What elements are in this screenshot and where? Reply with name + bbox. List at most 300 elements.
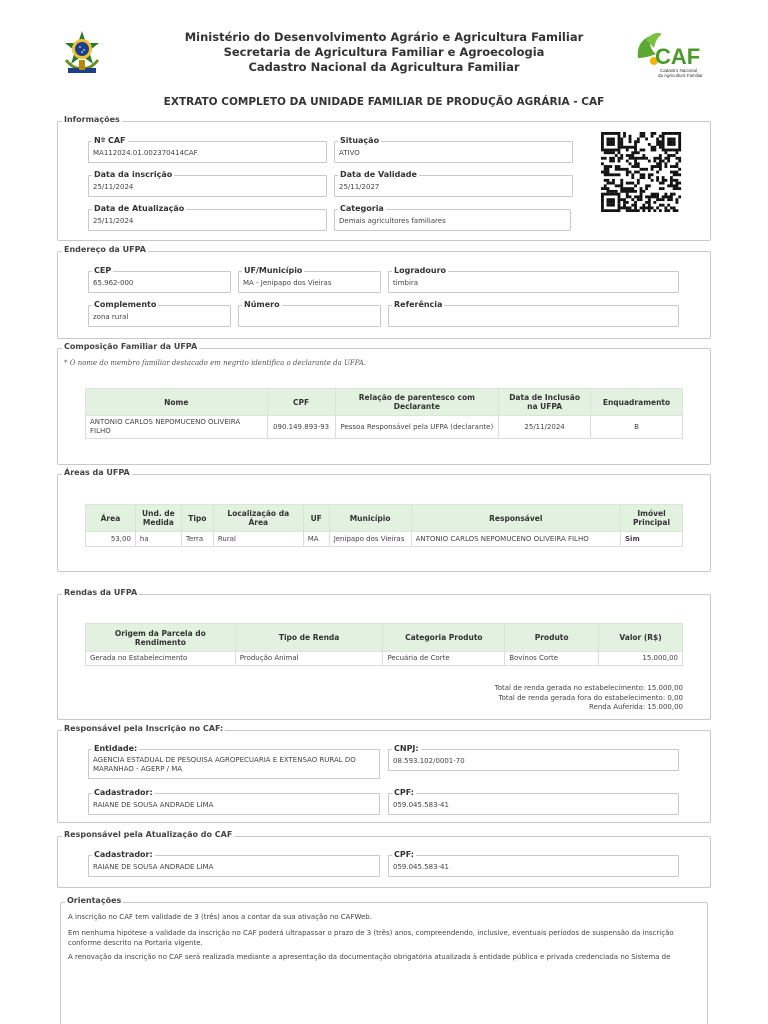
qr-module <box>618 140 621 143</box>
qr-module <box>618 173 621 176</box>
qr-module <box>659 198 662 201</box>
qr-module <box>634 204 637 207</box>
qr-module <box>642 190 645 193</box>
qr-module <box>642 135 645 138</box>
table-header: Origem da Parcela do Rendimento <box>86 624 236 652</box>
qr-module <box>653 165 656 168</box>
field-label: Data de Validade <box>340 170 417 179</box>
qr-module <box>634 160 637 163</box>
qr-module <box>673 193 676 196</box>
qr-module <box>656 198 659 201</box>
qr-module <box>662 143 665 146</box>
qr-module <box>604 157 607 160</box>
qr-module <box>659 209 662 212</box>
qr-module <box>626 168 629 171</box>
qr-module <box>618 149 621 152</box>
table-header: Enquadramento <box>591 389 683 416</box>
table-header: Tipo de Renda <box>235 624 383 652</box>
qr-module <box>662 198 665 201</box>
qr-module <box>659 146 662 149</box>
field-value: Demais agricultores familiares <box>339 217 446 225</box>
qr-module <box>618 151 621 154</box>
qr-module <box>678 135 681 138</box>
qr-module <box>656 195 659 198</box>
qr-module <box>601 171 604 174</box>
qr-module <box>642 149 645 152</box>
qr-module <box>604 151 607 154</box>
qr-module <box>609 140 612 143</box>
field-value: 25/11/2024 <box>93 217 134 225</box>
qr-module <box>653 195 656 198</box>
qr-module <box>623 187 626 190</box>
qr-module <box>609 173 612 176</box>
qr-module <box>645 138 648 141</box>
qr-module <box>623 168 626 171</box>
qr-module <box>607 198 610 201</box>
qr-module <box>604 193 607 196</box>
orientacao-paragraph-2: Em nenhuma hipótese a validade da inscrição no CAF poderá ultrapassar o prazo de 3 (três) anos, compreendendo, inclusive, eventuais períodos de suspensão da inscrição conforme descrito na Portaria vigente. <box>68 929 674 947</box>
qr-module <box>615 173 618 176</box>
qr-module <box>620 138 623 141</box>
qr-module <box>656 162 659 165</box>
qr-module <box>645 157 648 160</box>
table-header: Área <box>86 505 136 532</box>
qr-module <box>656 206 659 209</box>
qr-module <box>601 146 604 149</box>
caf-logo-sub1: Cadastro Nacional <box>660 68 698 73</box>
qr-module <box>642 204 645 207</box>
qr-module <box>629 171 632 174</box>
qr-module <box>670 176 673 179</box>
table-cell: 53,00 <box>86 532 136 547</box>
qr-module <box>615 149 618 152</box>
qr-module <box>670 195 673 198</box>
qr-module <box>634 151 637 154</box>
qr-module <box>609 165 612 168</box>
qr-module <box>648 160 651 163</box>
qr-module <box>648 173 651 176</box>
qr-module <box>662 195 665 198</box>
qr-module <box>670 184 673 187</box>
qr-module <box>634 157 637 160</box>
qr-module <box>675 179 678 182</box>
field-label: Data de Atualização <box>94 204 185 213</box>
qr-module <box>656 171 659 174</box>
field-label: CPF: <box>394 850 414 859</box>
total-fora-estabelecimento: Total de renda gerada fora do estabelecimento: 0,00 <box>498 693 683 702</box>
qr-module <box>678 195 681 198</box>
qr-module <box>601 140 604 143</box>
qr-module <box>637 198 640 201</box>
qr-module <box>640 176 643 179</box>
qr-module <box>620 206 623 209</box>
qr-module <box>642 132 645 135</box>
qr-module <box>659 187 662 190</box>
qr-module <box>670 149 673 152</box>
qr-module <box>607 151 610 154</box>
caf-logo-sub2: da Agricultura Familiar <box>658 73 703 78</box>
qr-module <box>675 209 678 212</box>
qr-module <box>667 140 670 143</box>
qr-module <box>670 171 673 174</box>
qr-module <box>662 204 665 207</box>
field-label: Cadastrador: <box>94 788 153 797</box>
table-header: Nome <box>86 389 268 416</box>
qr-module <box>651 179 654 182</box>
qr-module <box>612 132 615 135</box>
qr-module <box>604 149 607 152</box>
qr-module <box>631 190 634 193</box>
qr-module <box>629 154 632 157</box>
total-estabelecimento: Total de renda gerada no estabelecimento: 15.000,00 <box>494 684 683 692</box>
qr-module <box>651 206 654 209</box>
qr-module <box>673 154 676 157</box>
qr-module <box>662 135 665 138</box>
qr-module <box>673 179 676 182</box>
qr-module <box>604 184 607 187</box>
qr-module <box>626 187 629 190</box>
qr-module <box>620 168 623 171</box>
qr-module <box>651 193 654 196</box>
qr-module <box>607 171 610 174</box>
qr-module <box>609 132 612 135</box>
qr-module <box>620 182 623 185</box>
qr-module <box>623 146 626 149</box>
section-legend: Áreas da UFPA <box>64 468 130 477</box>
qr-module <box>604 187 607 190</box>
qr-code-icon <box>599 132 683 212</box>
header-line-2: Secretaria de Agricultura Familiar e Agroecologia <box>223 45 545 59</box>
qr-module <box>678 182 681 185</box>
field-label: Categoria <box>340 204 384 213</box>
table-header: Município <box>329 505 411 532</box>
qr-module <box>604 132 607 135</box>
qr-module <box>648 204 651 207</box>
qr-module <box>659 143 662 146</box>
qr-module <box>675 198 678 201</box>
qr-module <box>648 206 651 209</box>
qr-module <box>601 157 604 160</box>
qr-module <box>673 138 676 141</box>
table-cell: 15.000,00 <box>599 652 683 666</box>
qr-module <box>662 140 665 143</box>
qr-module <box>607 149 610 152</box>
qr-module <box>664 193 667 196</box>
qr-module <box>664 162 667 165</box>
qr-module <box>667 209 670 212</box>
qr-module <box>618 209 621 212</box>
qr-module <box>623 206 626 209</box>
qr-module <box>678 168 681 171</box>
qr-module <box>653 146 656 149</box>
qr-module <box>618 157 621 160</box>
qr-module <box>656 143 659 146</box>
field-value: 25/11/2024 <box>93 183 134 191</box>
qr-module <box>675 162 678 165</box>
qr-module <box>615 184 618 187</box>
cep-field <box>88 266 231 293</box>
qr-module <box>612 157 615 160</box>
qr-module <box>678 157 681 160</box>
table-cell: Jenipapo dos Vieiras <box>329 532 411 547</box>
qr-module <box>659 157 662 160</box>
qr-module <box>673 165 676 168</box>
qr-module <box>612 149 615 152</box>
table-row <box>86 652 683 666</box>
qr-module <box>678 132 681 135</box>
table-header: Localização da Área <box>213 505 303 532</box>
qr-module <box>673 171 676 174</box>
cpf-atualizacao-field <box>388 850 679 877</box>
field-label: CEP <box>94 266 112 275</box>
qr-module <box>626 149 629 152</box>
qr-module <box>618 193 621 196</box>
qr-module <box>618 146 621 149</box>
qr-module <box>675 184 678 187</box>
qr-module <box>642 173 645 176</box>
qr-module <box>634 209 637 212</box>
qr-module <box>673 187 676 190</box>
qr-module <box>667 149 670 152</box>
logradouro-field <box>388 266 679 293</box>
field-label: Referência <box>394 300 443 309</box>
qr-module <box>615 193 618 196</box>
qr-module <box>656 140 659 143</box>
qr-module <box>653 209 656 212</box>
qr-module <box>634 146 637 149</box>
qr-module <box>637 138 640 141</box>
table-cell: Gerada no Estabelecimento <box>86 652 236 666</box>
orientacao-paragraph-1: A inscrição no CAF tem validade de 3 (três) anos a contar da sua ativação no CAFWeb. <box>68 913 372 921</box>
qr-module <box>656 193 659 196</box>
qr-module <box>678 143 681 146</box>
qr-module <box>675 157 678 160</box>
qr-module <box>651 165 654 168</box>
qr-module <box>629 140 632 143</box>
renda-auferida: Renda Auferida: 15.000,00 <box>588 703 683 711</box>
caf-logo-icon <box>632 28 712 80</box>
qr-module <box>670 140 673 143</box>
qr-module <box>673 132 676 135</box>
header-line-3: Cadastro Nacional da Agricultura Familiar <box>248 60 520 74</box>
qr-module <box>642 157 645 160</box>
table-header: Responsável <box>411 505 620 532</box>
table-header: Und. de Medida <box>135 505 181 532</box>
qr-module <box>615 165 618 168</box>
qr-module <box>648 143 651 146</box>
qr-module <box>634 140 637 143</box>
field-value: 08.593.102/0001-70 <box>393 757 465 765</box>
qr-module <box>640 198 643 201</box>
qr-module <box>612 193 615 196</box>
qr-module <box>609 160 612 163</box>
qr-module <box>675 201 678 204</box>
qr-module <box>618 206 621 209</box>
qr-module <box>607 140 610 143</box>
qr-module <box>601 193 604 196</box>
qr-module <box>620 143 623 146</box>
qr-module <box>675 171 678 174</box>
qr-module <box>612 173 615 176</box>
field-value: zona rural <box>93 313 129 321</box>
qr-module <box>612 201 615 204</box>
qr-module <box>609 190 612 193</box>
qr-module <box>678 149 681 152</box>
qr-module <box>678 140 681 143</box>
table-row <box>86 416 683 439</box>
qr-module <box>664 209 667 212</box>
numero-field <box>238 300 381 327</box>
qr-module <box>637 162 640 165</box>
qr-module <box>631 204 634 207</box>
field-label: CNPJ: <box>394 744 419 753</box>
qr-module <box>648 209 651 212</box>
qr-module <box>618 160 621 163</box>
qr-module <box>607 168 610 171</box>
qr-module <box>653 149 656 152</box>
caf-logo-text: CAF <box>655 44 701 69</box>
qr-module <box>662 176 665 179</box>
table-cell: ANTONIO CARLOS NEPOMUCENO OLIVEIRA FILHO <box>86 416 268 439</box>
qr-module <box>642 154 645 157</box>
qr-module <box>659 135 662 138</box>
table-cell: ha <box>135 532 181 547</box>
qr-module <box>629 162 632 165</box>
qr-module <box>626 190 629 193</box>
table-cell: Sim <box>621 532 683 547</box>
qr-module <box>626 182 629 185</box>
uf-municipio-field <box>238 266 381 293</box>
field-value: MA112024.01.002370414CAF <box>93 149 198 157</box>
qr-module <box>662 179 665 182</box>
qr-module <box>609 193 612 196</box>
qr-module <box>637 195 640 198</box>
declarante-note: * O nome do membro familiar destacado em negrito identifica o declarante da UFPA. <box>64 359 367 367</box>
qr-module <box>662 160 665 163</box>
qr-module <box>631 146 634 149</box>
qr-module <box>645 206 648 209</box>
section-legend: Composição Familiar da UFPA <box>64 342 198 351</box>
field-value: RAIANE DE SOUSA ANDRADE LIMA <box>93 801 214 809</box>
field-value: MA - Jenipapo dos Vieiras <box>243 279 332 287</box>
qr-module <box>626 171 629 174</box>
qr-module <box>623 204 626 207</box>
qr-module <box>604 179 607 182</box>
qr-module <box>642 206 645 209</box>
qr-module <box>604 168 607 171</box>
qr-module <box>618 138 621 141</box>
qr-module <box>640 168 643 171</box>
qr-module <box>620 140 623 143</box>
qr-module <box>662 149 665 152</box>
qr-module <box>667 160 670 163</box>
qr-module <box>634 201 637 204</box>
qr-module <box>604 171 607 174</box>
qr-module <box>604 173 607 176</box>
qr-module <box>645 201 648 204</box>
qr-module <box>618 132 621 135</box>
qr-module <box>615 209 618 212</box>
qr-module <box>631 151 634 154</box>
field-value: ATIVO <box>339 149 360 157</box>
qr-module <box>615 168 618 171</box>
qr-module <box>601 209 604 212</box>
qr-module <box>631 157 634 160</box>
qr-module <box>634 171 637 174</box>
qr-module <box>604 209 607 212</box>
qr-module <box>629 206 632 209</box>
table-cell: Rural <box>213 532 303 547</box>
qr-module <box>629 135 632 138</box>
qr-module <box>626 201 629 204</box>
qr-module <box>609 149 612 152</box>
qr-module <box>651 168 654 171</box>
qr-module <box>640 157 643 160</box>
qr-module <box>634 206 637 209</box>
qr-module <box>678 160 681 163</box>
qr-module <box>612 179 615 182</box>
qr-module <box>629 195 632 198</box>
qr-module <box>618 201 621 204</box>
qr-module <box>629 182 632 185</box>
qr-module <box>645 184 648 187</box>
table-row <box>86 532 683 547</box>
qr-module <box>640 206 643 209</box>
header-line-1: Ministério do Desenvolvimento Agrário e Agricultura Familiar <box>184 30 584 44</box>
qr-module <box>601 149 604 152</box>
qr-module <box>618 204 621 207</box>
qr-module <box>612 138 615 141</box>
qr-module <box>670 182 673 185</box>
qr-module <box>631 154 634 157</box>
qr-module <box>607 193 610 196</box>
qr-module <box>629 209 632 212</box>
table-header: Valor (R$) <box>599 624 683 652</box>
qr-module <box>601 138 604 141</box>
qr-module <box>667 132 670 135</box>
categoria-field <box>334 204 571 231</box>
qr-module <box>653 132 656 135</box>
qr-module <box>670 132 673 135</box>
qr-module <box>678 146 681 149</box>
document-title: EXTRATO COMPLETO DA UNIDADE FAMILIAR DE PRODUÇÃO AGRÁRIA - CAF <box>163 96 605 108</box>
qr-module <box>631 173 634 176</box>
qr-module <box>620 190 623 193</box>
qr-module <box>664 132 667 135</box>
qr-module <box>670 154 673 157</box>
qr-module <box>653 201 656 204</box>
qr-module <box>620 146 623 149</box>
field-value: RAIANE DE SOUSA ANDRADE LIMA <box>93 863 214 871</box>
qr-module <box>640 187 643 190</box>
qr-module <box>662 187 665 190</box>
qr-module <box>662 182 665 185</box>
qr-module <box>678 138 681 141</box>
qr-module <box>637 165 640 168</box>
qr-module <box>601 201 604 204</box>
table-cell: MA <box>303 532 329 547</box>
qr-module <box>640 173 643 176</box>
qr-module <box>653 157 656 160</box>
qr-module <box>612 143 615 146</box>
qr-module <box>642 209 645 212</box>
qr-module <box>620 157 623 160</box>
qr-module <box>637 179 640 182</box>
qr-module <box>631 198 634 201</box>
qr-module <box>662 146 665 149</box>
qr-module <box>670 193 673 196</box>
qr-module <box>640 193 643 196</box>
